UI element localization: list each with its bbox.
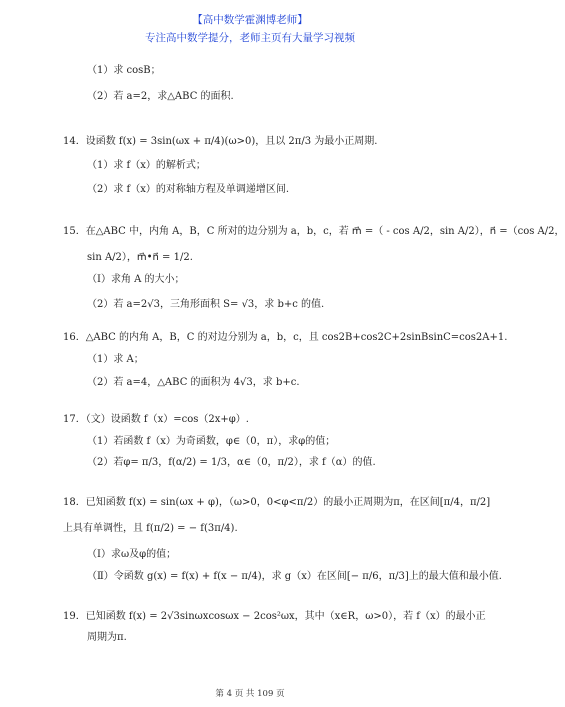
page-footer: 第 4 页 共 109 页 — [215, 689, 285, 699]
text-line: （Ⅱ）令函数 g(x) = f(x) + f(x − π/4)，求 g（x）在区间[− π/6，π/3]上的最大值和最小值. — [87, 571, 502, 582]
text-line: 14．设函数 f(x) = 3sin(ωx + π/4)(ω>0)，且以 2π/3 为最小正周期. — [63, 136, 378, 147]
text-line: 17．（文）设函数 f（x）=cos（2x+φ）. — [63, 414, 249, 425]
text-line: 16．△ABC 的内角 A，B，C 的对边分别为 a，b，c，且 cos2B+cos2C+2sinBsinC=cos2A+1. — [63, 332, 508, 343]
header-title: 【高中数学霍渊博老师】 — [192, 14, 308, 26]
text-line: （2）若 a=4，△ABC 的面积为 4√3，求 b+c. — [87, 377, 300, 388]
text-line: 周期为π. — [87, 632, 127, 643]
text-line: （2）求 f（x）的对称轴方程及单调递增区间. — [87, 184, 290, 195]
text-line: （Ⅰ）求ω及φ的值； — [87, 549, 177, 560]
text-line: 15．在△ABC 中，内角 A，B，C 所对的边分别为 a，b，c，若 m⃗ =（ - cos A/2，sin A/2），n⃗ =（cos A/2， — [63, 226, 565, 237]
text-line: 上具有单调性，且 f(π/2) = − f(3π/4). — [63, 523, 238, 534]
header-subtitle: 专注高中数学提分，老师主页有大量学习视频 — [145, 32, 355, 44]
text-line: （2）若 a=2，求△ABC 的面积. — [87, 91, 234, 102]
text-line: sin A/2），m⃗•n⃗ = 1/2. — [87, 252, 193, 263]
text-line: 19．已知函数 f(x) = 2√3sinωxcosωx − 2cos²ωx，其中（x∈R，ω>0），若 f（x）的最小正 — [63, 611, 486, 622]
text-line: （1）求 A； — [87, 354, 144, 365]
text-line: （1）求 cosB； — [87, 65, 161, 76]
text-line: 18．已知函数 f(x) = sin(ωx + φ)，（ω>0，0<φ<π/2）的最小正周期为π，在区间[π/4，π/2] — [63, 497, 491, 508]
text-line: （2）若φ= π/3，f(α/2) = 1/3，α∈（0，π/2），求 f（α）的值. — [87, 457, 376, 468]
text-line: （1）求 f（x）的解析式； — [87, 160, 206, 171]
text-line: （1）若函数 f（x）为奇函数，φ∈（0，π），求φ的值； — [87, 436, 336, 447]
text-line: （2）若 a=2√3，三角形面积 S= √3，求 b+c 的值. — [87, 299, 325, 310]
text-line: （I）求角 A 的大小； — [87, 274, 185, 285]
